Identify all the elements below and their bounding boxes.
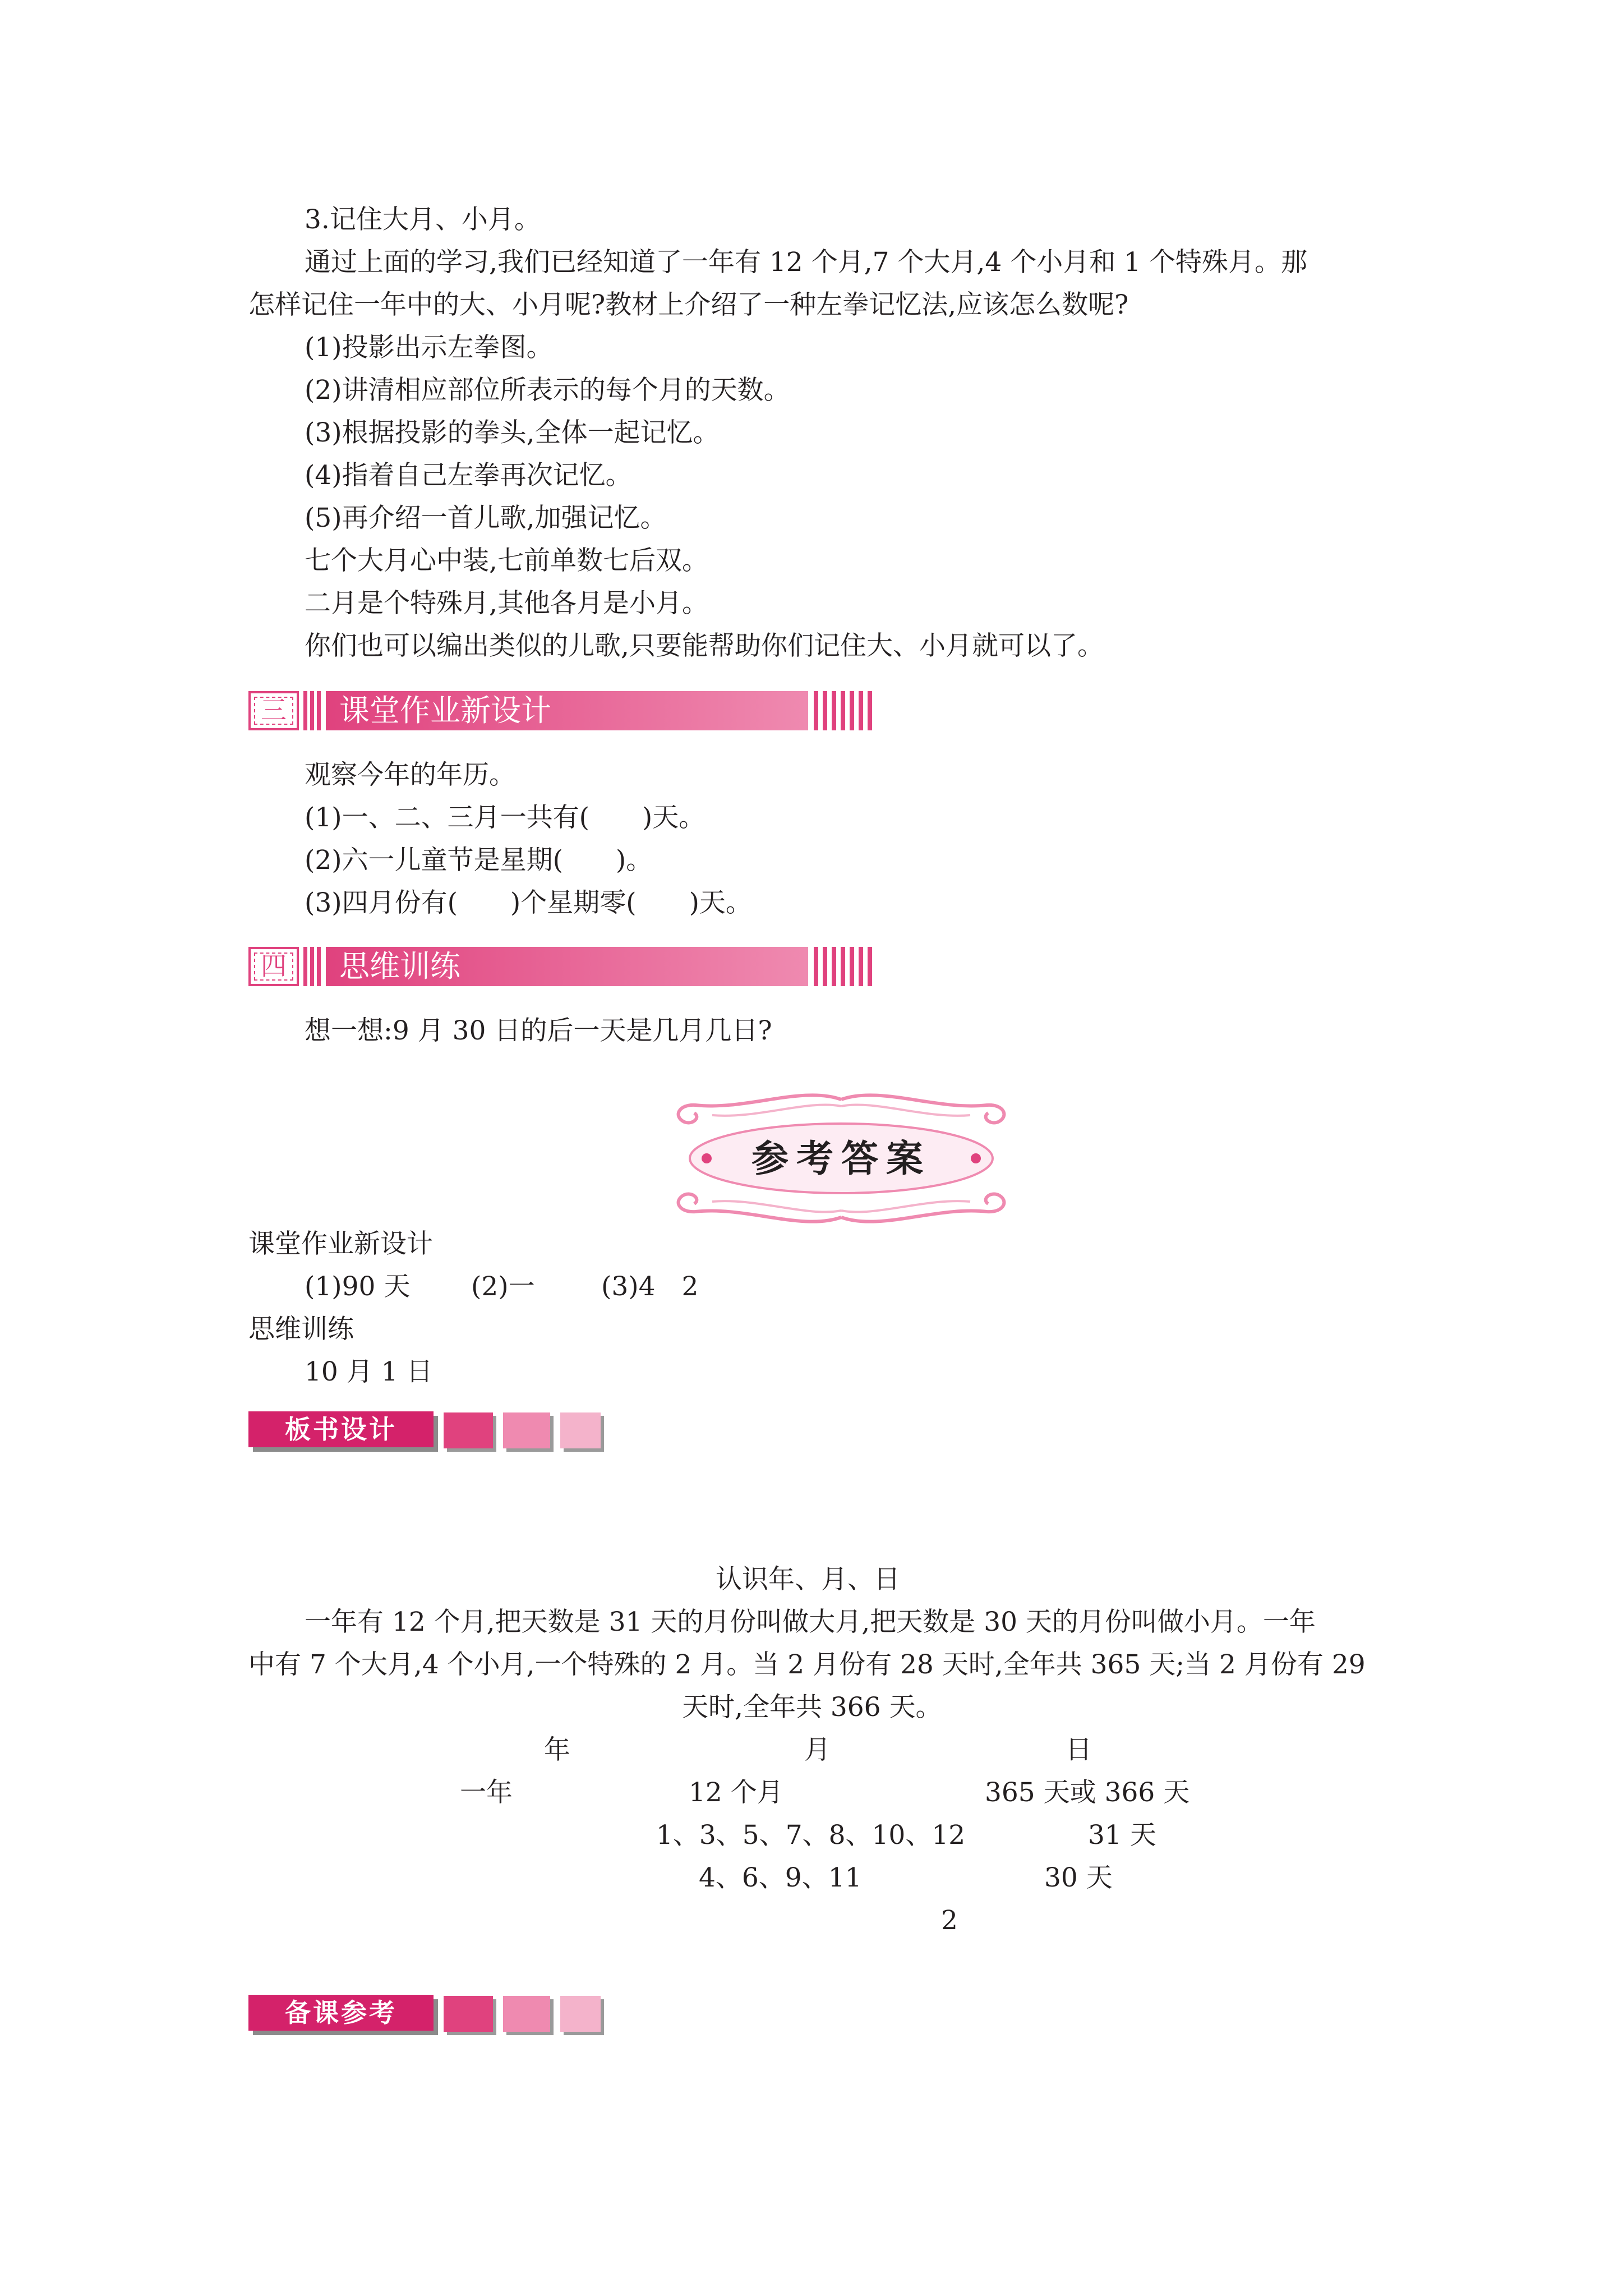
- stripe-decoration: [814, 691, 872, 730]
- intro-line-8: (5)再介绍一首儿歌,加强记忆。: [305, 503, 667, 533]
- section-3-header: [248, 691, 872, 730]
- section-4-number: 四: [248, 947, 299, 986]
- section-4-header: [248, 947, 872, 986]
- answer-2: (2)一: [471, 1271, 535, 1302]
- answer-4: 10 月 1 日: [305, 1356, 433, 1387]
- tag-square: [560, 1996, 601, 2032]
- board-paragraph-2: 中有 7 个大月,4 个小月,一个特殊的 2 月。当 2 月份有 28 天时,全年共 365 天;当 2 月份有 29: [248, 1649, 1366, 1680]
- board-paragraph-1: 一年有 12 个月,把天数是 31 天的月份叫做大月,把天数是 30 天的月份叫做小月。一年: [305, 1607, 1316, 1637]
- row1-day: 365 天或 366 天: [985, 1777, 1190, 1808]
- intro-line-9: 七个大月心中装,七前单数七后双。: [305, 545, 708, 576]
- stripe-decoration: [303, 947, 324, 986]
- tag-square: [560, 1412, 601, 1448]
- section-3-line-3: (2)六一儿童节是星期( )。: [305, 845, 653, 876]
- section-4-titlebar: [326, 947, 808, 986]
- answer-1: (1)90 天: [305, 1271, 411, 1302]
- reference-label: 备课参考: [248, 1995, 434, 2031]
- reference-tag: [248, 1995, 607, 2037]
- answer-3: (3)4 2: [601, 1271, 699, 1302]
- section-4-line-1: 想一想:9 月 30 日的后一天是几月几日?: [305, 1015, 772, 1046]
- section-4-title: 思维训练: [339, 949, 460, 984]
- row2-day: 31 天: [1088, 1820, 1156, 1851]
- section-3-title: 课堂作业新设计: [339, 693, 551, 728]
- tag-square: [503, 1412, 550, 1448]
- section-3-line-4: (3)四月份有( )个星期零( )天。: [305, 887, 752, 918]
- board-design-tag: [248, 1411, 607, 1454]
- section-3-number: 三: [248, 691, 299, 730]
- row1-year: 一年: [460, 1777, 513, 1808]
- intro-line-10: 二月是个特殊月,其他各月是小月。: [305, 588, 708, 619]
- stripe-decoration: [303, 691, 324, 730]
- answers-banner-title: 参考答案: [751, 1137, 931, 1180]
- intro-line-4: (1)投影出示左拳图。: [305, 332, 553, 363]
- answers-banner: [662, 1088, 1021, 1228]
- section-3-line-1: 观察今年的年历。: [305, 760, 515, 790]
- intro-line-11: 你们也可以编出类似的儿歌,只要能帮助你们记住大、小月就可以了。: [305, 631, 1104, 661]
- answers-heading-1: 课堂作业新设计: [248, 1228, 433, 1259]
- col-year: 年: [544, 1734, 570, 1765]
- board-title: 认识年、月、日: [716, 1564, 900, 1595]
- col-month: 月: [804, 1734, 831, 1765]
- col-day: 日: [1066, 1734, 1092, 1765]
- intro-line-5: (2)讲清相应部位所表示的每个月的天数。: [305, 375, 790, 406]
- section-3-titlebar: [326, 691, 808, 730]
- row3-month: 4、6、9、11: [699, 1862, 862, 1893]
- section-3-line-2: (1)一、二、三月一共有( )天。: [305, 802, 706, 833]
- row1-month: 12 个月: [689, 1777, 783, 1808]
- tag-square: [444, 1412, 493, 1448]
- answers-heading-2: 思维训练: [248, 1314, 354, 1345]
- board-paragraph-3: 天时,全年共 366 天。: [682, 1692, 942, 1723]
- stripe-decoration: [814, 947, 872, 986]
- intro-line-1: 3.记住大月、小月。: [305, 204, 541, 235]
- row4-month: 2: [941, 1905, 958, 1936]
- intro-line-7: (4)指着自己左拳再次记忆。: [305, 460, 632, 491]
- board-design-label: 板书设计: [248, 1411, 434, 1447]
- row2-month: 1、3、5、7、8、10、12: [656, 1820, 966, 1851]
- intro-line-2: 通过上面的学习,我们已经知道了一年有 12 个月,7 个大月,4 个小月和 1 个特殊月。那: [305, 247, 1307, 278]
- tag-square: [503, 1996, 550, 2032]
- tag-square: [444, 1996, 493, 2032]
- intro-line-3: 怎样记住一年中的大、小月呢?教材上介绍了一种左拳记忆法,应该怎么数呢?: [248, 289, 1129, 320]
- row3-day: 30 天: [1044, 1862, 1113, 1893]
- intro-line-6: (3)根据投影的拳头,全体一起记忆。: [305, 417, 720, 448]
